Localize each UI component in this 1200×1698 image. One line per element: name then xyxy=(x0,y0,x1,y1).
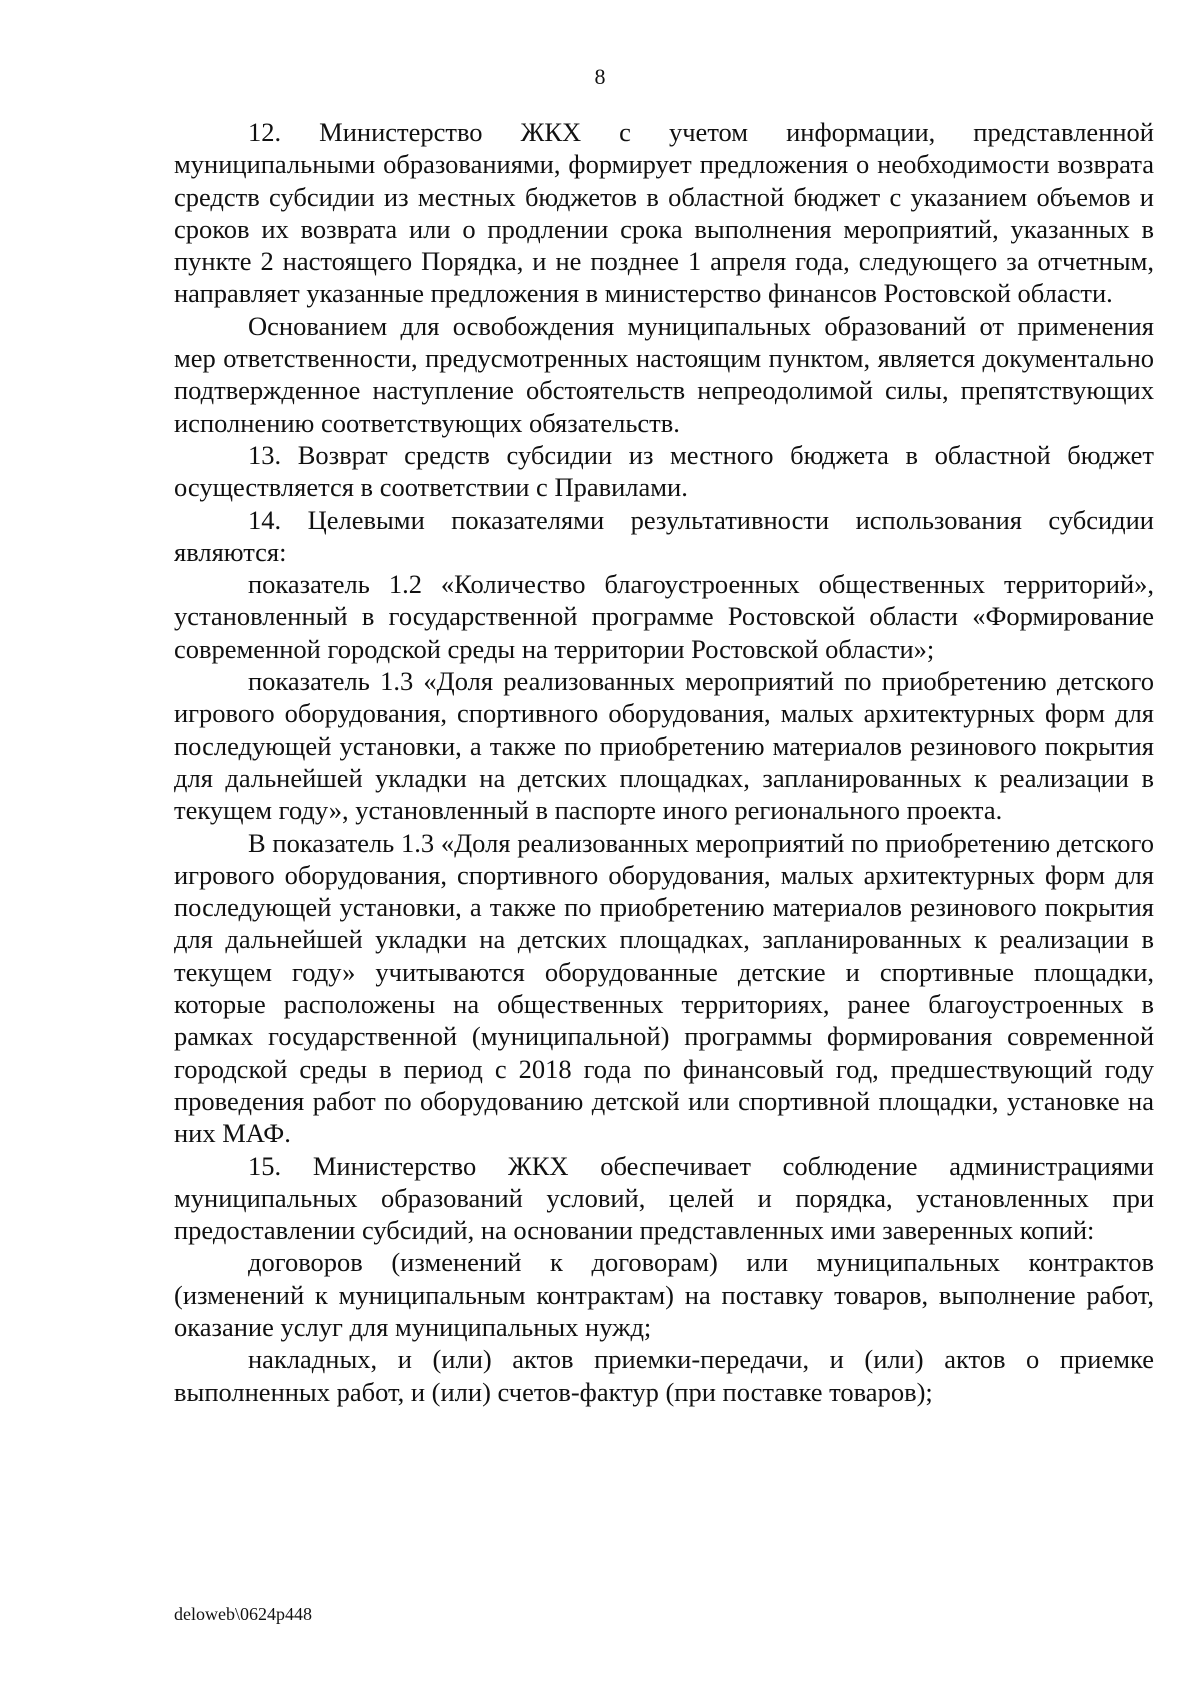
paragraph-12: 12. Министерство ЖКХ с учетом информации, представленной муниципальными образованиями, формирует предложения о необходимости возврата средств субсидии из местных бюджетов в областной бюджет с указанием объемов и сроков их возврата или о продлении срока выполнения мероприятий, указанных в пункте 2 настоящего Порядка, и не позднее 1 апреля года, следующего за отчетным, направляет указанные предложения в министерство финансов Ростовской области. xyxy=(174,117,1154,309)
paragraph-indicator-1-3-details: В показатель 1.3 «Доля реализованных мероприятий по приобретению детского игрового оборудования, спортивного оборудования, малых архитектурных форм для последующей установки, а также по приобретению материалов резинового покрытия для дальнейшей укладки на детских площадках, запланированных к реализации в текущем году» учитываются оборудованные детские и спортивные площадки, которые расположены на общественных территориях, ранее благоустроенных в рамках государственной (муниципальной) программы формирования современной городской среды в период с 2018 года по финансовый год, предшествующий году проведения работ по оборудованию детской или спортивной площадки, установке на них МАФ. xyxy=(174,827,1154,1149)
paragraph-contracts: договоров (изменений к договорам) или муниципальных контрактов (изменений к муниципальным контрактам) на поставку товаров, выполнение работ, оказание услуг для муниципальных нужд; xyxy=(174,1247,1154,1342)
paragraph-15: 15. Министерство ЖКХ обеспечивает соблюдение администрациями муниципальных образований условий, целей и порядка, установленных при предоставлении субсидий, на основании представленных ими заверенных копий: xyxy=(174,1150,1154,1246)
paragraph-invoices: накладных, и (или) актов приемки-передачи, и (или) актов о приемке выполненных работ, и (или) счетов-фактур (при поставке товаров); xyxy=(174,1344,1154,1407)
page-number: 8 xyxy=(594,64,606,89)
document-code: deloweb\0624p448 xyxy=(174,1604,312,1624)
paragraph-13: 13. Возврат средств субсидии из местного бюджета в областной бюджет осуществляется в соответствии с Правилами. xyxy=(174,439,1154,503)
paragraph-exemption-basis: Основанием для освобождения муниципальных образований от применения мер ответственности, предусмотренных настоящим пунктом, является документально подтвержденное наступление обстоятельств непреодолимой силы, препятствующих исполнению соответствующих обязательств. xyxy=(174,310,1154,438)
paragraph-14: 14. Целевыми показателями результативности использования субсидии являются: xyxy=(174,504,1154,567)
paragraph-indicator-1-2: показатель 1.2 «Количество благоустроенных общественных территорий», установленный в государственной программе Ростовской области «Формирование современной городской среды на территории Ростовской области»; xyxy=(174,569,1154,664)
document-body xyxy=(174,116,1154,1408)
paragraph-indicator-1-3: показатель 1.3 «Доля реализованных мероприятий по приобретению детского игрового оборудования, спортивного оборудования, малых архитектурных форм для последующей установки, а также по приобретению материалов резинового покрытия для дальнейшей укладки на детских площадках, запланированных к реализации в текущем году», установленный в паспорте иного регионального проекта. xyxy=(174,666,1154,826)
